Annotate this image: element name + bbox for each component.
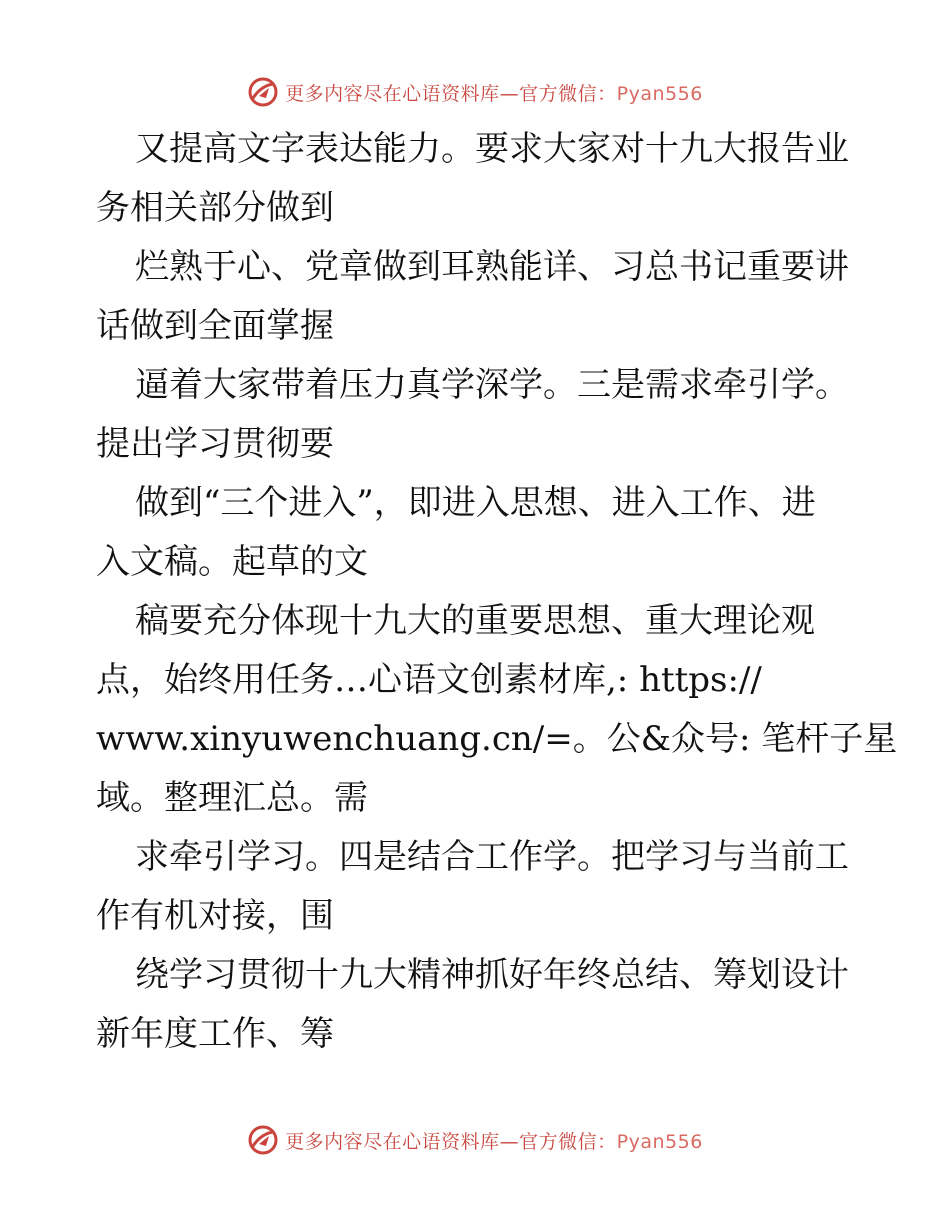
watermark-wechat-id: Pyan556 <box>616 1130 703 1153</box>
watermark-footer <box>0 1120 950 1160</box>
watermark-label: 更多内容尽在心语资料库—官方微信： <box>285 1130 617 1153</box>
text-line: 做到“三个进入”，即进入思想、进入工作、进 <box>135 483 816 523</box>
text-line: 提出学习贯彻要 <box>96 424 334 464</box>
text-line: 域。整理汇总。需 <box>96 778 368 818</box>
text-line: 逼着大家带着压力真学深学。三是需求牵引学。 <box>135 365 849 405</box>
text-line: 入文稿。起草的文 <box>96 542 368 582</box>
text-line: 点，始终用任务…心语文创素材库,: https:// <box>96 660 762 700</box>
text-line: 务相关部分做到 <box>96 188 334 228</box>
watermark-header <box>0 72 950 112</box>
watermark-text <box>285 1127 703 1154</box>
text-line: 烂熟于心、党章做到耳熟能详、习总书记重要讲 <box>135 247 849 287</box>
text-line: 求牵引学习。四是结合工作学。把学习与当前工 <box>135 837 849 877</box>
text-line: 新年度工作、筹 <box>96 1014 334 1054</box>
document-body <box>96 120 898 1064</box>
text-line: www.xinyuwenchuang.cn/=。公&众号: 笔杆子星 <box>96 719 898 759</box>
watermark-logo-icon <box>247 76 279 108</box>
watermark-logo-icon <box>247 1124 279 1156</box>
watermark-wechat-id: Pyan556 <box>616 82 703 105</box>
watermark-label: 更多内容尽在心语资料库—官方微信： <box>285 82 617 105</box>
watermark-text <box>285 79 703 106</box>
text-line: 又提高文字表达能力。要求大家对十九大报告业 <box>135 129 849 169</box>
text-line: 作有机对接，围 <box>96 896 334 936</box>
text-line: 话做到全面掌握 <box>96 306 334 346</box>
text-line: 绕学习贯彻十九大精神抓好年终总结、筹划设计 <box>135 955 849 995</box>
text-line: 稿要充分体现十九大的重要思想、重大理论观 <box>135 601 815 641</box>
